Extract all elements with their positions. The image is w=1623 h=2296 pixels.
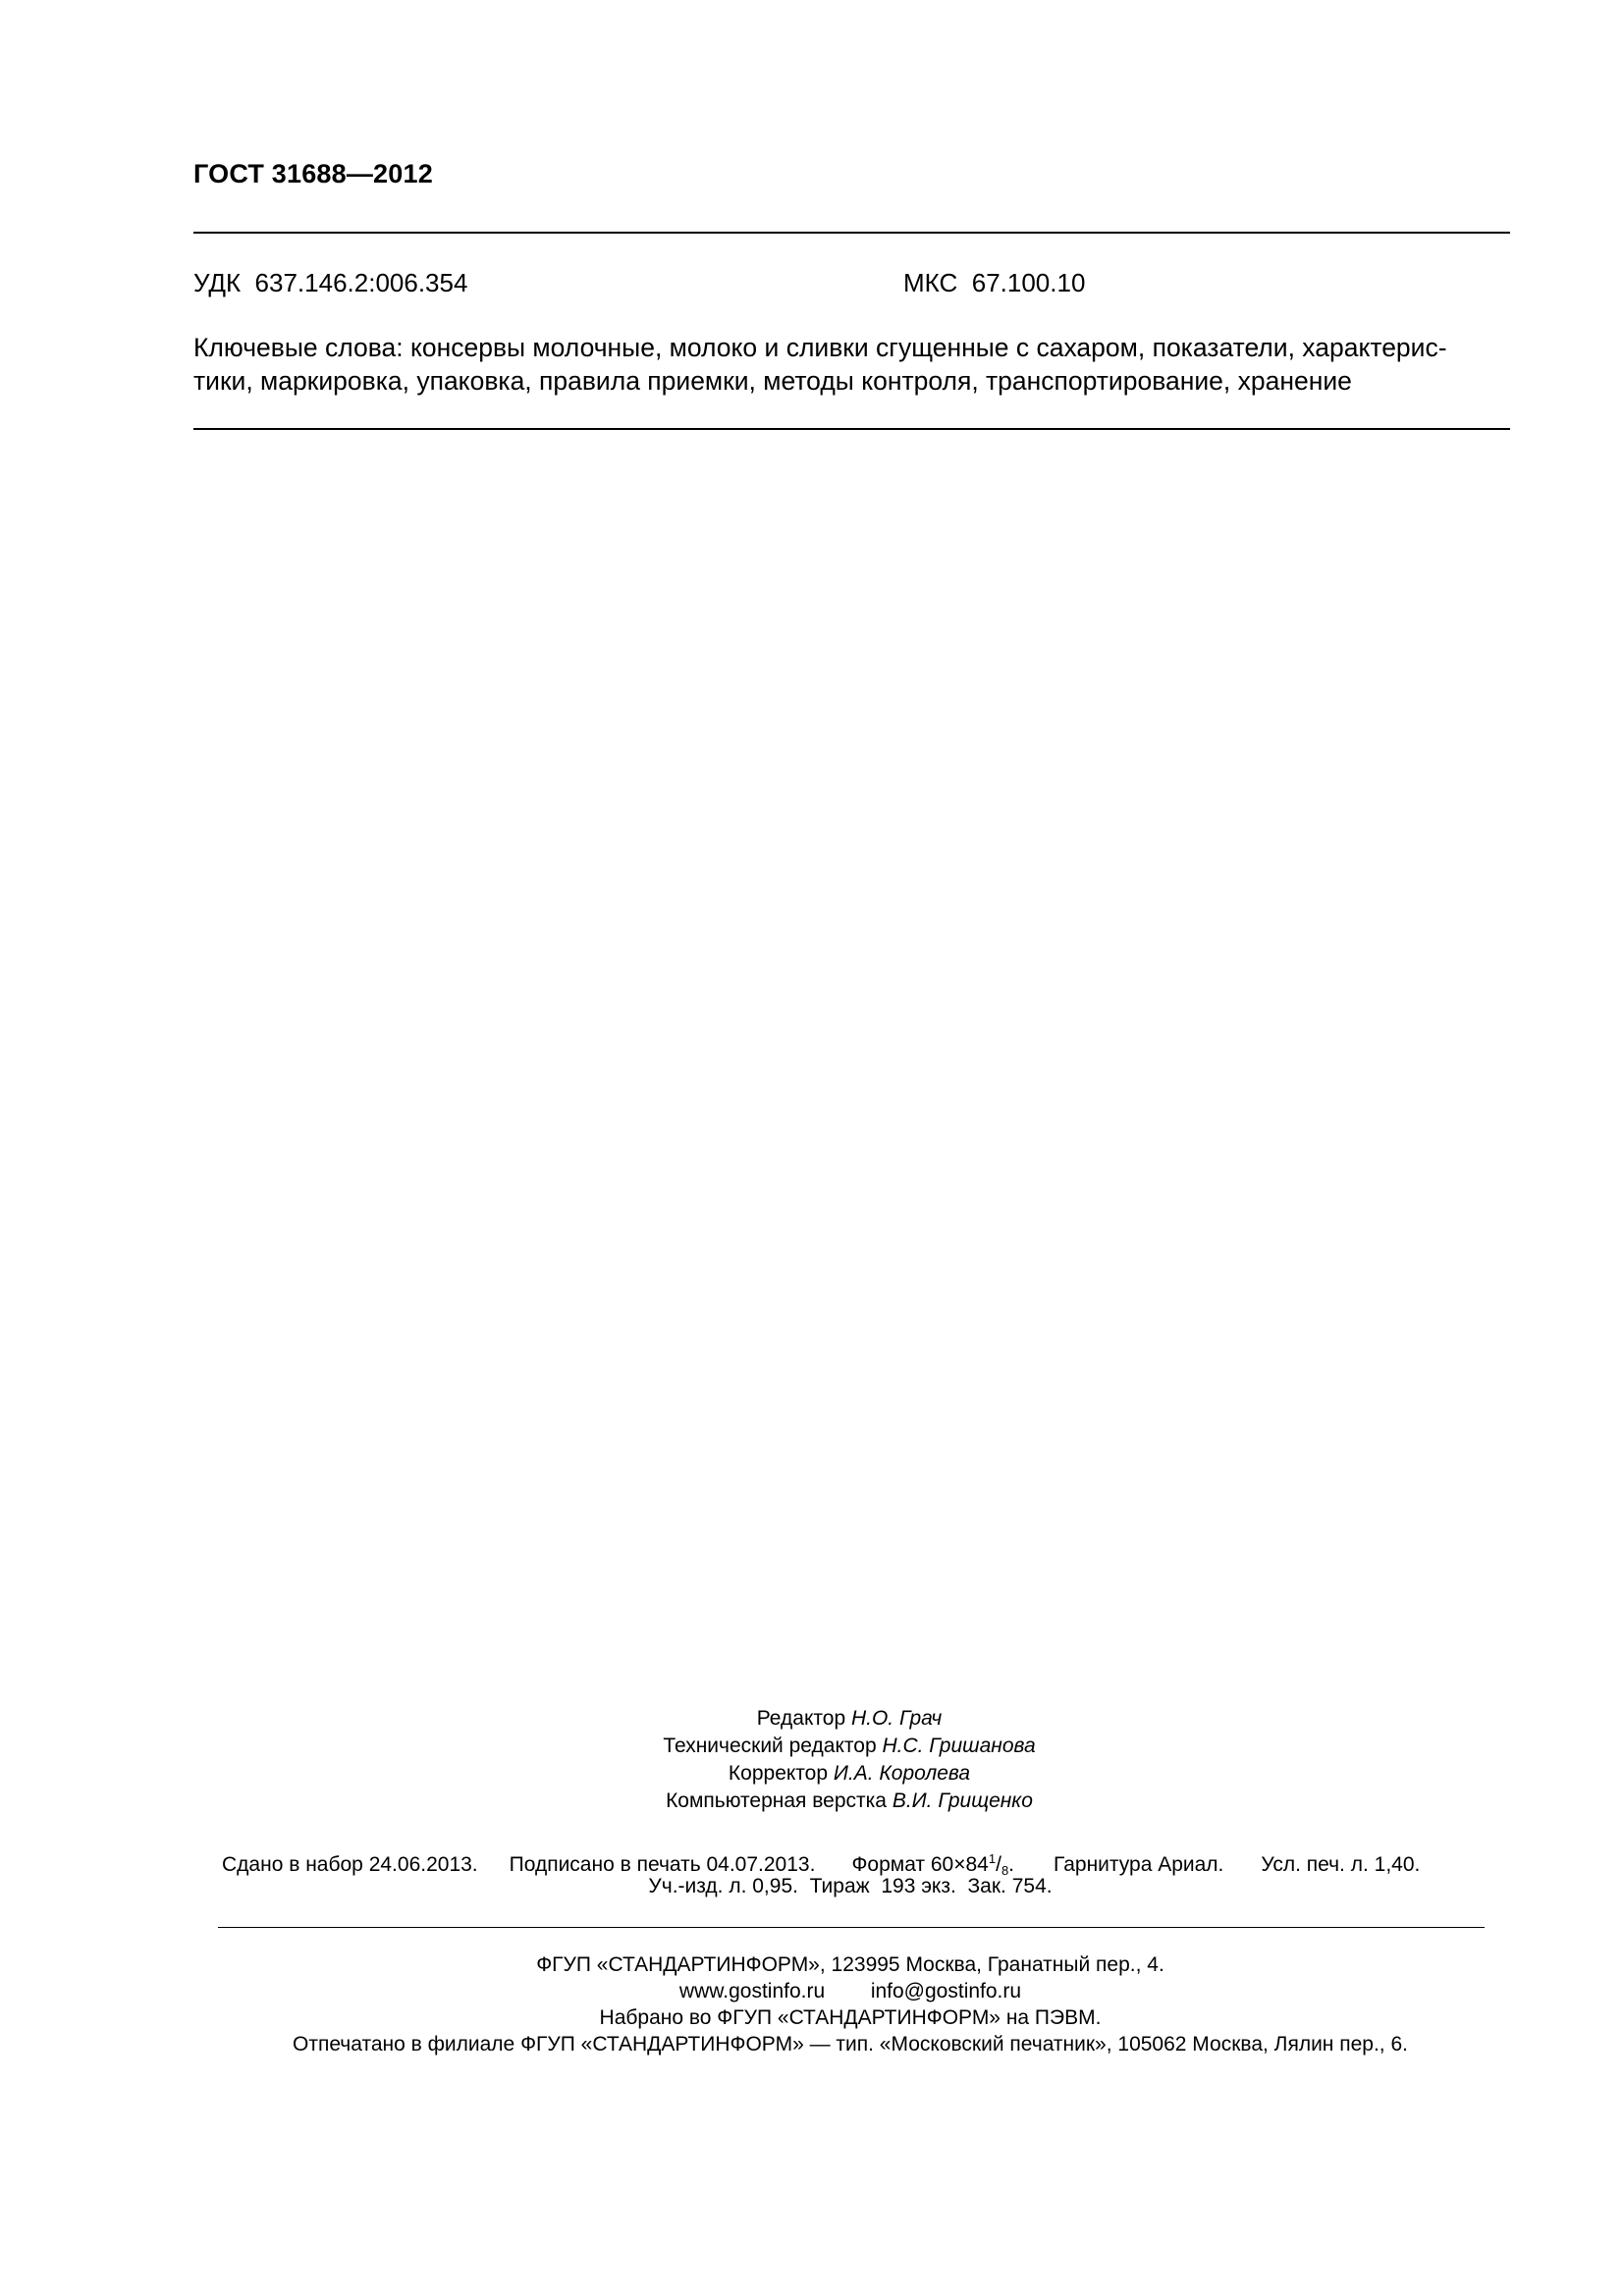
- editor-role: Редактор: [756, 1707, 851, 1730]
- top-divider: [193, 232, 1510, 234]
- keywords-paragraph: [193, 331, 1514, 398]
- corrector-name: И.А. Королева: [833, 1762, 971, 1785]
- keywords-divider: [193, 428, 1510, 430]
- format-prefix: Формат 60×84: [851, 1853, 989, 1876]
- publishing-row-2: Уч.-изд. л. 0,95. Тираж 193 экз. Зак. 754.: [648, 1875, 1053, 1897]
- mks-code: МКС 67.100.10: [903, 268, 1086, 297]
- format-numerator: 1: [988, 1851, 997, 1866]
- submitted-date: Сдано в набор 24.06.2013.: [222, 1853, 478, 1876]
- editor-credit: [0, 1705, 1623, 1733]
- credits-block: [0, 1705, 1623, 1815]
- tech-editor-name: Н.С. Гришанова: [882, 1735, 1036, 1757]
- corrector-credit: [0, 1760, 1623, 1788]
- format-slash: /: [996, 1853, 1001, 1876]
- typeface-info: Гарнитура Ариал.: [1054, 1853, 1224, 1876]
- imprint-contacts: www.gostinfo.ru info@gostinfo.ru: [678, 1980, 1022, 2002]
- imprint-printed: Отпечатано в филиале ФГУП «СТАНДАРТИНФОРМ» — тип. «Московский печатник», 105062 Москва, Лялин пер., 6.: [293, 2033, 1408, 2056]
- tech-editor-credit: [0, 1733, 1623, 1760]
- signed-date: Подписано в печать 04.07.2013.: [509, 1853, 816, 1876]
- corrector-role: Корректор: [728, 1762, 834, 1785]
- keywords-line-2: тики, маркировка, упаковка, правила приемки, методы контроля, транспортирование, хранение: [193, 366, 1352, 396]
- format-suffix: .: [1008, 1853, 1015, 1876]
- editor-name: Н.О. Грач: [850, 1707, 943, 1730]
- print-sheets: Усл. печ. л. 1,40.: [1261, 1853, 1421, 1876]
- imprint-divider: [218, 1927, 1485, 1928]
- layout-role: Компьютерная верстка: [666, 1789, 893, 1812]
- format-denominator: 8: [1001, 1863, 1009, 1878]
- layout-credit: [0, 1788, 1623, 1815]
- imprint-block: [0, 1951, 1623, 2057]
- standard-title: ГОСТ 31688—2012: [193, 159, 433, 188]
- udk-code: УДК 637.146.2:006.354: [193, 268, 468, 297]
- keywords-line-1: Ключевые слова: консервы молочные, молоко и сливки сгущенные с сахаром, показатели, характерис-: [193, 333, 1447, 362]
- imprint-publisher: ФГУП «СТАНДАРТИНФОРМ», 123995 Москва, Гранатный пер., 4.: [536, 1953, 1164, 1976]
- layout-name: В.И. Грищенко: [892, 1789, 1033, 1812]
- tech-editor-role: Технический редактор: [663, 1735, 883, 1757]
- imprint-typeset: Набрано во ФГУП «СТАНДАРТИНФОРМ» на ПЭВМ.: [599, 2006, 1102, 2029]
